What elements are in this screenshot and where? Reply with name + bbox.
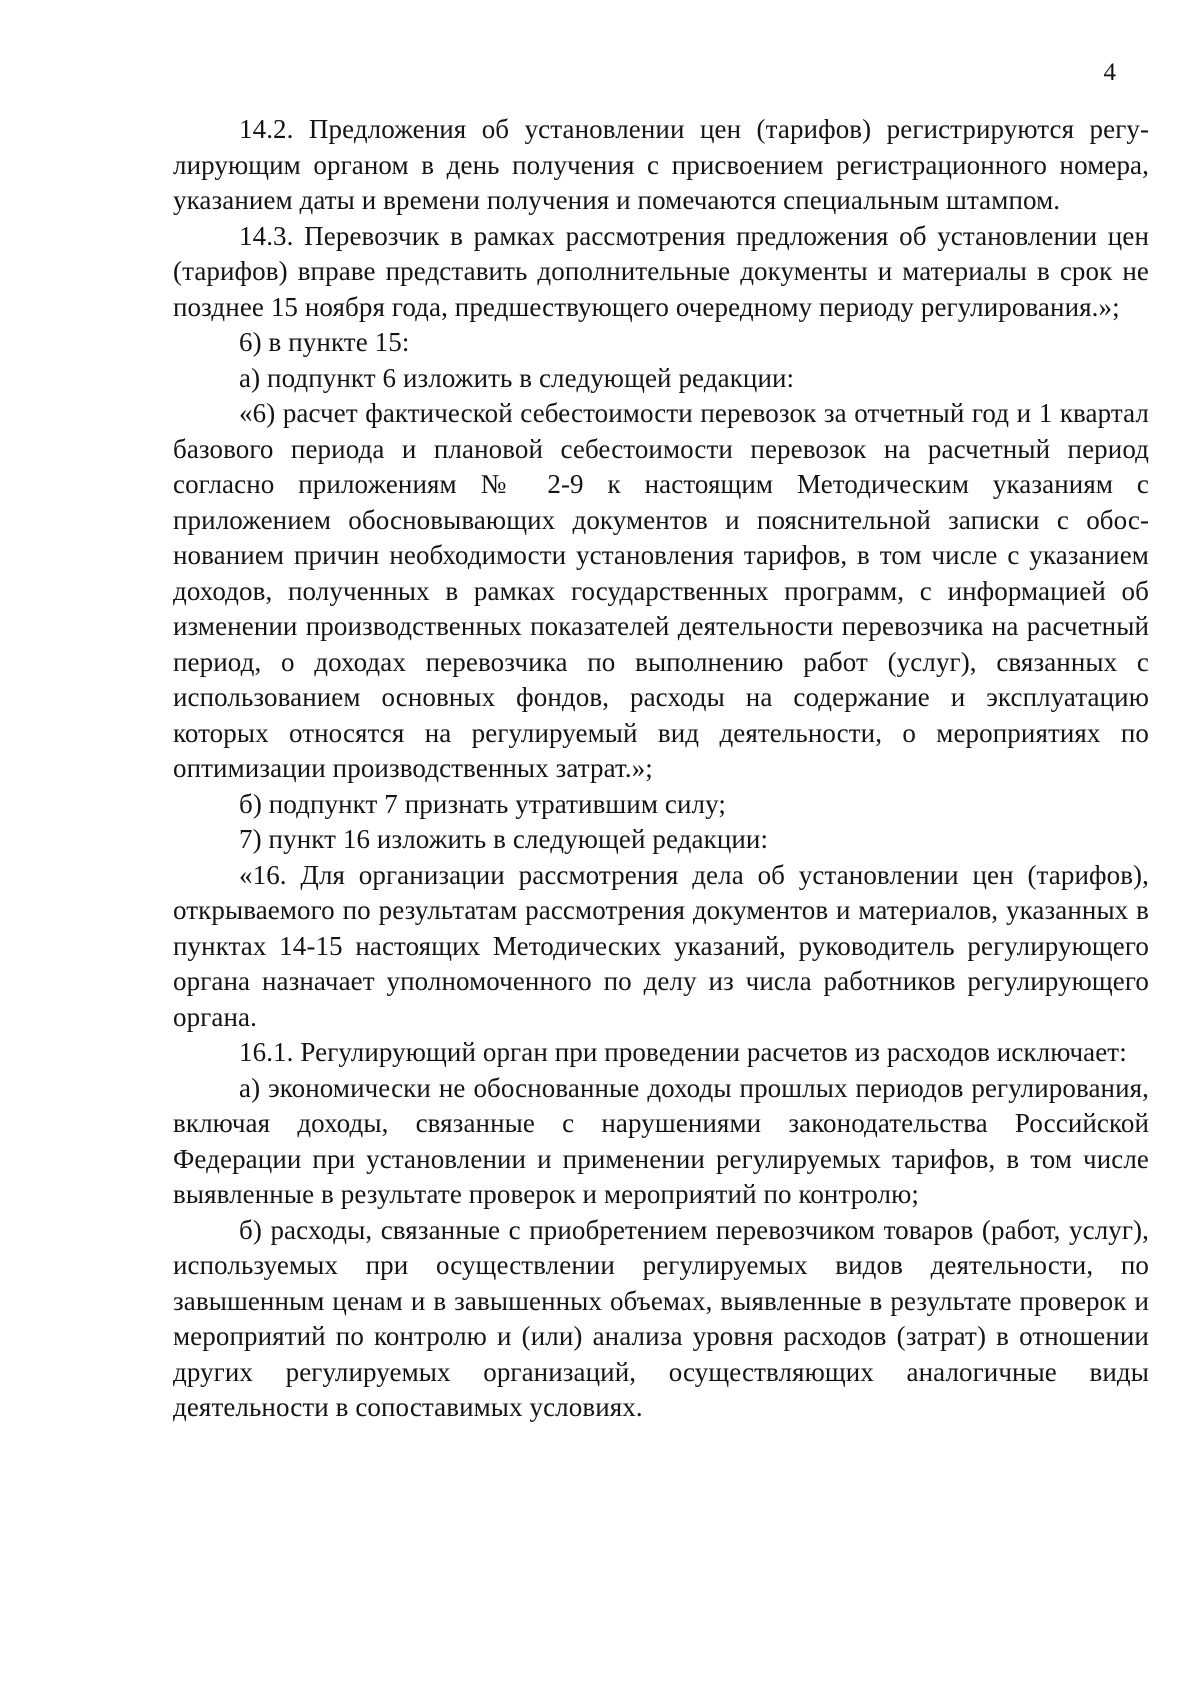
document-body [173, 112, 1149, 1426]
paragraph-16-1: 16.1. Регулирующий орган при проведении расчетов из расходов исключает: [239, 1037, 1127, 1067]
paragraph-14-3: 14.3. Перевозчик в рамках рассмотрения предложения об установлении цен (тарифов) вправе представить дополнительные документы и материалы в срок не позднее 15 ноября года, предшествующего очередному периоду регулирования.»; [173, 220, 1149, 322]
paragraph-quote-6: «6) расчет фактической себестоимости перевозок за отчетный год и 1 квартал базового периода и плановой себестоимости перевозок на расчетный период согласно приложениям № 2-9 к настоящим Методическим указаниям с приложением обосновывающих документов и пояснительной записки с обоснованием причин необходимости установления тарифов, в том числе с указанием доходов, полученных в рамках государственных программ, с информацией об изменении производственных показателей деятельности перевозчика на расчетный период, о доходах перевозчика по выполнению работ (услуг), связанных с использованием основных фондов, расходы на содержание и эксплуатацию которых относятся на регулируемый вид деятельности, о мероприятиях по оптимизации производственных затрат.»; [173, 398, 1149, 783]
paragraph-item-7: 7) пункт 16 изложить в следующей редакции: [239, 824, 769, 854]
paragraph-subitem-b: б) подпункт 7 признать утратившим силу; [239, 788, 726, 819]
paragraph-subitem-a: а) подпункт 6 изложить в следующей редакции: [239, 362, 795, 393]
paragraph-item-6: 6) в пункте 15: [239, 327, 410, 357]
page-number: 4 [1103, 59, 1116, 86]
paragraph-quote-16: «16. Для организации рассмотрения дела об установлении цен (тарифов), открываемого по результатам рассмотрения документов и материалов, указанных в пунктах 14-15 настоящих Методических указаний, руководитель регулирующего органа назначает уполномоченного по делу из числа работников регулирующего органа. [173, 859, 1149, 1032]
paragraph-16-1-b: б) расходы, связанные с приобретением перевозчиком товаров (работ, услуг), используемых при осуществлении регулируемых видов деятельности, по завышенным ценам и в завышенных объемах, выявленные в результате проверок и мероприятий по контролю и (или) анализа уровня расходов (затрат) в отношении других регулируемых организаций, осуществляющих аналогичные виды деятельности в сопоставимых условиях. [173, 1214, 1149, 1422]
paragraph-14-2: 14.2. Предложения об установлении цен (тарифов) регистрируются регулирующим органом в день получения с присвоением регистрационного номера, указанием даты и времени получения и помечаются специальным штампом. [173, 114, 1149, 215]
paragraph-16-1-a: а) экономически не обоснованные доходы прошлых периодов регулирования, включая доходы, связанные с нарушениями законодательства Российской Федерации при установлении и применении регулируемых тарифов, в том числе выявленные в результате проверок и мероприятий по контролю; [173, 1072, 1149, 1209]
